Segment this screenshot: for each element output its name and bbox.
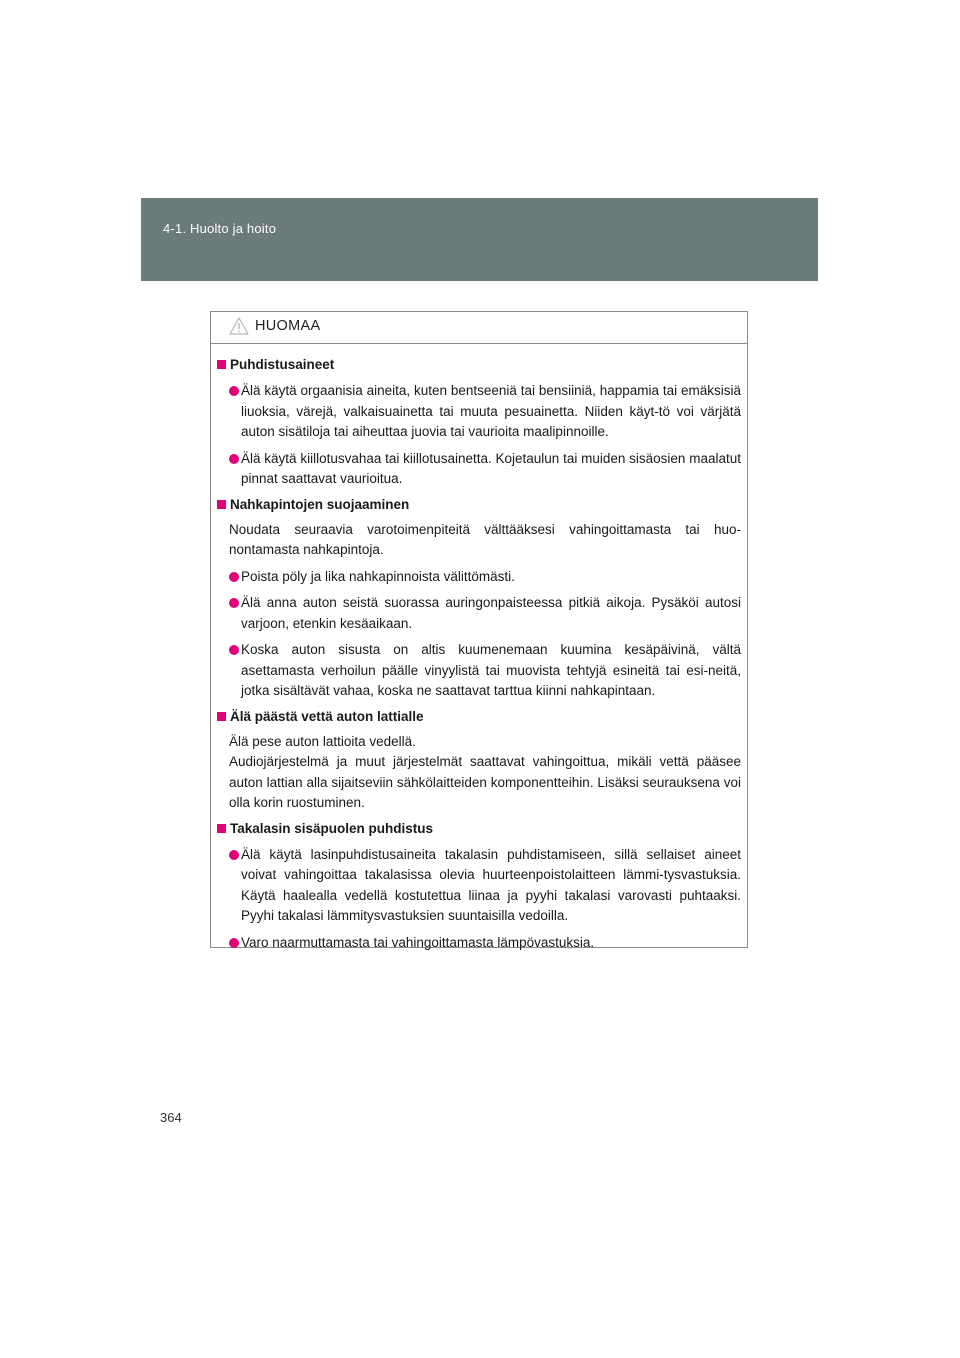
list-item: Älä käytä kiillotusvahaa tai kiillotusainetta. Kojetaulun tai muiden sisäosien maalatut pinnat saattavat vaurioitua. xyxy=(217,449,741,490)
list-item: Älä käytä orgaanisia aineita, kuten bentseeniä tai bensiiniä, happamia tai emäksisiä liuoksia, värejä, valkaisuainetta tai muuta pesuainetta. Niiden käyt-tö voi värjätä auton sisätiloja tai aiheuttaa juovia tai vaurioita maalipinnoille. xyxy=(217,381,741,443)
notice-header xyxy=(211,312,747,344)
notice-body xyxy=(211,344,747,953)
section-label: 4-1. Huolto ja hoito xyxy=(163,221,277,236)
dot-bullet-icon xyxy=(229,454,239,464)
section-heading-floor-water: Älä päästä vettä auton lattialle xyxy=(217,707,741,727)
section-heading-cleaning-agents: Puhdistusaineet xyxy=(217,355,741,375)
square-bullet-icon xyxy=(217,360,226,369)
list-item: Älä käytä lasinpuhdistusaineita takalasin puhdistamiseen, sillä sellaiset aineet voivat vahingoittaa takalasissa olevia huurteenpoistolaitteen lämmi-tysvastuksia. Käytä haalealla vedellä kostutettua liinaa ja pyyhi takalasi varovasti puhtaaksi. Pyyhi takalasi lämmitysvastuksien suuntaisilla vedoilla. xyxy=(217,845,741,927)
page-number: 364 xyxy=(160,1110,182,1125)
paragraph: Noudata seuraavia varotoimenpiteitä välttääksesi vahingoittamasta tai huo-nontamasta nahkapintoja. xyxy=(229,521,741,557)
list-item: Koska auton sisusta on altis kuumenemaan kuumina kesäpäivinä, vältä asettamasta verhoilun päälle vinyylistä tai muovista tehtyjä esineitä tai esi-neitä, jotka sisältävät vahaa, koska ne saattavat tarttua kiinni nahkapintaan. xyxy=(217,640,741,702)
chapter-header-band xyxy=(141,198,818,281)
list-item: Poista pöly ja lika nahkapinnoista välittömästi. xyxy=(217,567,741,588)
dot-bullet-icon xyxy=(229,386,239,396)
warning-triangle-icon xyxy=(229,317,249,335)
square-bullet-icon xyxy=(217,500,226,509)
dot-bullet-icon xyxy=(229,938,239,948)
section-heading-rear-window: Takalasin sisäpuolen puhdistus xyxy=(217,819,741,839)
list-item: Älä anna auton seistä suorassa auringonpaisteessa pitkiä aikoja. Pysäköi autosi varjoon, etenkin kesäaikaan. xyxy=(217,593,741,634)
notice-title: HUOMAA xyxy=(255,318,321,334)
square-bullet-icon xyxy=(217,712,226,721)
notice-box xyxy=(210,311,748,948)
square-bullet-icon xyxy=(217,824,226,833)
paragraph: Älä pese auton lattioita vedellä. Audiojärjestelmä ja muut järjestelmät saattavat vahingoittua, mikäli vettä pääsee auton lattian alla sijaitseviin sähkölaitteiden komponentteihin. Lisäksi seurauksena voi olla korin ruostuminen. xyxy=(229,733,741,810)
dot-bullet-icon xyxy=(229,850,239,860)
dot-bullet-icon xyxy=(229,645,239,655)
list-item: Varo naarmuttamasta tai vahingoittamasta lämpövastuksia. xyxy=(217,933,741,954)
section-heading-leather: Nahkapintojen suojaaminen xyxy=(217,495,741,515)
dot-bullet-icon xyxy=(229,598,239,608)
dot-bullet-icon xyxy=(229,572,239,582)
